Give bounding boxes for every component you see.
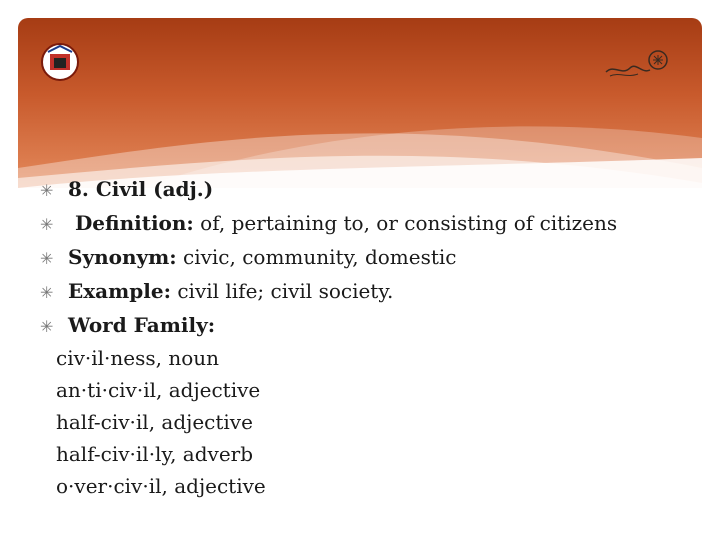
title-text: 8. Civil (adj.) (68, 177, 214, 201)
bullet-example (40, 274, 700, 308)
asterisk-bullet-icon: ✳ (40, 317, 54, 336)
calligraphy-logo-icon (602, 46, 672, 82)
decorative-waves (18, 18, 702, 188)
definition-label: Definition: (68, 211, 194, 235)
word-family-item: o·ver·civ·il, adjective (56, 474, 266, 498)
bullet-definition (40, 206, 700, 240)
word-family-label: Word Family: (68, 313, 216, 337)
university-emblem-icon (40, 42, 80, 82)
slide-content (40, 172, 700, 502)
bullet-synonym (40, 240, 700, 274)
definition-text: of, pertaining to, or consisting of citizens (193, 211, 618, 235)
word-family-item: an·ti·civ·il, adjective (56, 378, 261, 402)
example-label: Example: (68, 279, 171, 303)
word-family-item: civ·il·ness, noun (56, 346, 220, 370)
asterisk-bullet-icon: ✳ (40, 283, 54, 302)
word-family-item: half-civ·il, adjective (56, 410, 253, 434)
example-text: civil life; civil society. (170, 279, 394, 303)
word-family-item: half-civ·il·ly, adverb (56, 442, 254, 466)
synonym-label: Synonym: (68, 245, 177, 269)
header-banner (18, 18, 702, 188)
asterisk-bullet-icon: ✳ (40, 249, 54, 268)
synonym-text: civic, community, domestic (176, 245, 457, 269)
asterisk-bullet-icon: ✳ (40, 181, 54, 200)
asterisk-bullet-icon: ✳ (40, 215, 54, 234)
bullet-word-family (40, 308, 700, 342)
bullet-title (40, 172, 700, 206)
